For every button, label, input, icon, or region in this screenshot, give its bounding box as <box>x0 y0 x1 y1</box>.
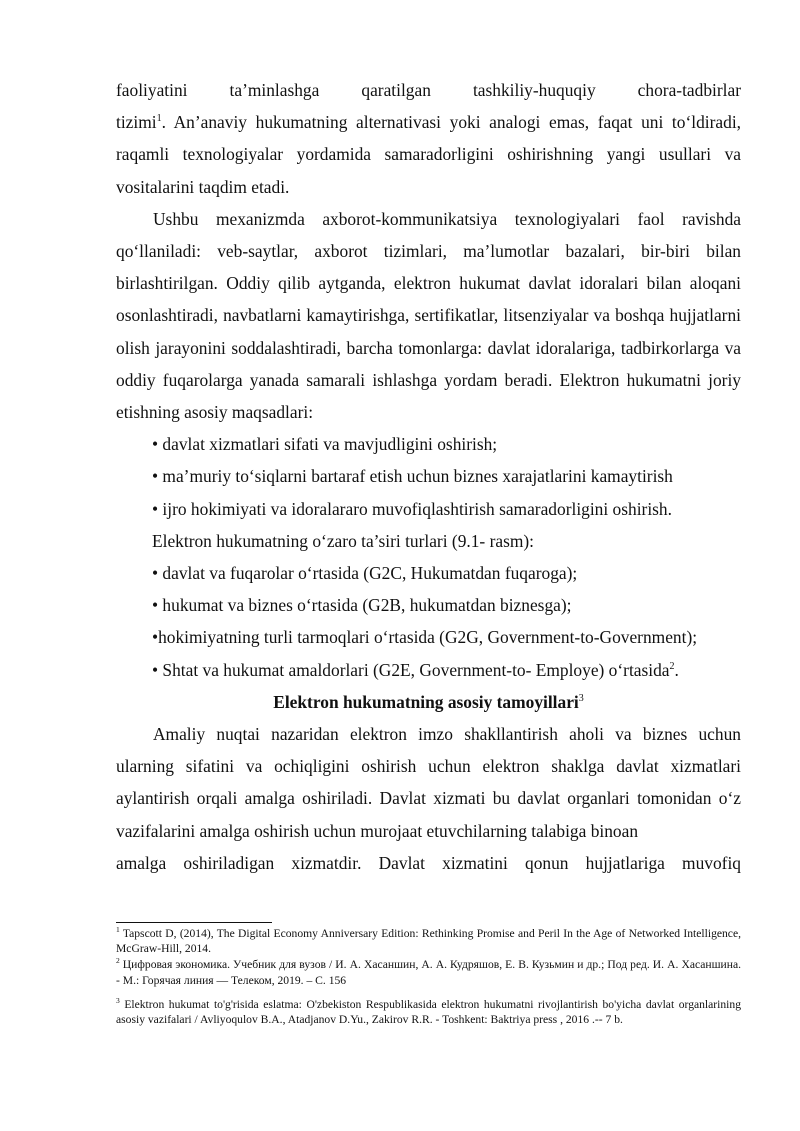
interaction-intro: Elektron hukumatning o‘zaro ta’siri turlari (9.1- rasm): <box>152 530 534 551</box>
footnote-mark: 1 <box>116 925 120 935</box>
interaction-item <box>116 654 741 686</box>
footnote-ref-1: 1 <box>156 113 162 125</box>
interaction-item-text: • Shtat va hukumat amaldorlari (G2E, Government-to- Employe) o‘rtasida <box>152 659 670 680</box>
goal-item: • davlat xizmatlari sifati va mavjudligini oshirish; <box>152 434 498 455</box>
footnotes <box>116 926 741 1027</box>
paragraph-1-line-1: faoliyatini ta’minlashga qaratilgan tashkiliy-huquqiy chora-tadbirlar <box>116 80 741 100</box>
footnote-separator <box>116 922 272 923</box>
footnote-1 <box>116 926 741 956</box>
footnote-text: Tapscott D, (2014), The Digital Economy Anniversary Edition: Rethinking Promise and Peril In the Age of Networked Intelligence, McGraw-Hill, 2014. <box>116 927 741 956</box>
footnote-ref-3: 3 <box>578 693 584 705</box>
paragraph-3: Amaliy nuqtai nazaridan elektron imzo shakllantirish aholi va biznes uchun ularning sifatini va ochiqligini oshirish uchun elektron shaklga davlat xizmatlari aylantirish orqali amalga oshiriladi. Davlat xizmati bu davlat organlari tomonidan o‘z vazifalarini amalga oshirish uchun murojaat etuvchilarning talabiga binoan <box>116 724 741 841</box>
interaction-item: •hokimiyatning turli tarmoqlari o‘rtasida (G2G, Government-to-Government); <box>152 627 698 648</box>
paragraph-3-last-line: amalga oshiriladigan xizmatdir. Davlat xizmatini qonun hujjatlariga muvofiq <box>116 852 741 873</box>
footnote-2 <box>116 957 741 987</box>
section-heading <box>116 686 741 718</box>
footnote-mark: 3 <box>116 995 120 1005</box>
section-heading-text: Elektron hukumatning asosiy tamoyillari <box>273 691 579 712</box>
interaction-item-end: . <box>674 659 679 680</box>
interaction-item: • davlat va fuqarolar o‘rtasida (G2C, Hukumatdan fuqaroga); <box>152 563 578 584</box>
footnote-mark: 2 <box>116 956 120 966</box>
paragraph-1-text-b: . An’anaviy hukumatning alternativasi yoki analogi emas, faqat uni to‘ldiradi, raqamli texnologiyalar yordamida samaradorligini oshirishning yangi usullari va vositalarini taqdim etadi. <box>116 112 741 197</box>
paragraph-1-continued <box>116 106 741 203</box>
goal-item: • ma’muriy to‘siqlarni bartaraf etish uchun biznes xarajatlarini kamaytirish <box>152 466 673 487</box>
footnote-text: Elektron hukumat to'g'risida eslatma: O'zbekiston Respublikasida elektron hukumatni rivojlantirish bo'yicha davlat organlarining asosiy vazifalari / Avliyoqulov B.A., Atadjanov D.Yu., Zakirov R.R. - Toshkent: Baktriya press , 2016 .-- 7 b. <box>116 997 741 1027</box>
main-text <box>116 74 741 879</box>
footnote-3 <box>116 997 741 1027</box>
paragraph-1-text-a: tizimi <box>116 112 157 133</box>
footnote-text: Цифровая экономика. Учебник для вузов / И. А. Хасаншин, А. А. Кудряшов, Е. В. Кузьмин и др.; Под ред. И. А. Хасаншина. - М.: Горячая линия — Телеком, 2019. – С. 156 <box>116 958 741 987</box>
footnote-ref-2: 2 <box>669 660 675 672</box>
interaction-item: • hukumat va biznes o‘rtasida (G2B, hukumatdan biznesga); <box>152 595 572 616</box>
goal-item: • ijro hokimiyati va idoralararo muvofiqlashtirish samaradorligini oshirish. <box>152 498 672 519</box>
paragraph-2: Ushbu mexanizmda axborot-kommunikatsiya texnologiyalari faol ravishda qo‘llaniladi: veb-saytlar, axborot tizimlari, ma’lumotlar bazalari, bir-biri bilan birlashtirilgan. Oddiy qilib aytganda, elektron hukumat davlat idoralari bilan aloqani osonlashtiradi, navbatlarni kamaytirishga, sertifikatlar, litsenziyalar va boshqa hujjatlarni olish jarayonini soddalashtiradi, barcha tomonlarga: davlat idoralariga, tadbirkorlarga va oddiy fuqarolarga yanada samarali ishlashga yordam beradi. Elektron hukumatni joriy etishning asosiy maqsadlari: <box>116 208 741 423</box>
